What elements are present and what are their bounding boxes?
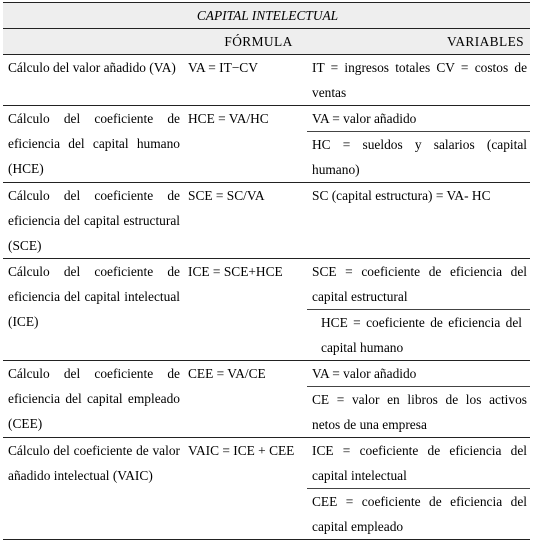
table-title-row <box>3 3 530 29</box>
formula-cell: VA = IT−CV <box>183 55 307 106</box>
table-row <box>3 361 530 387</box>
formula-cell: SCE = SC/VA <box>183 183 307 259</box>
table-row <box>3 106 530 132</box>
calculation-cell: Cálculo del coeficiente de eficiencia del capital intelectual (ICE) <box>3 259 183 361</box>
header-formula: FÓRMULA <box>183 29 307 55</box>
calculation-cell: Cálculo del valor añadido (VA) <box>3 55 183 106</box>
variables-cell: SCE = coeficiente de eficiencia del capital estructural <box>307 259 530 310</box>
table-title: CAPITAL INTELECTUAL <box>3 3 530 29</box>
calculation-cell: Cálculo del coeficiente de eficiencia del capital estructural (SCE) <box>3 183 183 259</box>
formula-cell: VAIC = ICE + CEE <box>183 438 307 540</box>
calculation-cell: Cálculo del coeficiente de valor añadido intelectual (VAIC) <box>3 438 183 540</box>
calculation-cell: Cálculo del coeficiente de eficiencia del capital humano (HCE) <box>3 106 183 183</box>
formula-cell: HCE = VA/HC <box>183 106 307 183</box>
variables-cell: SC (capital estructura) = VA- HC <box>307 183 530 259</box>
variables-cell: CEE = coeficiente de eficiencia del capital empleado <box>307 489 530 540</box>
variables-cell: IT = ingresos totales CV = costos de ventas <box>307 55 530 106</box>
variables-cell: CE = valor en libros de los activos netos de una empresa <box>307 387 530 438</box>
table-header-row <box>3 29 530 55</box>
formula-cell: CEE = VA/CE <box>183 361 307 438</box>
header-calculation <box>3 29 183 55</box>
variables-cell: VA = valor añadido <box>307 106 530 132</box>
variables-cell: HC = sueldos y salarios (capital humano) <box>307 132 530 183</box>
table-row <box>3 438 530 489</box>
table-row <box>3 55 530 106</box>
formula-cell: ICE = SCE+HCE <box>183 259 307 361</box>
variables-cell: VA = valor añadido <box>307 361 530 387</box>
table-row <box>3 259 530 310</box>
variables-cell: ICE = coeficiente de eficiencia del capital intelectual <box>307 438 530 489</box>
table-row <box>3 183 530 259</box>
capital-intelectual-table <box>3 2 530 540</box>
calculation-cell: Cálculo del coeficiente de eficiencia del capital empleado (CEE) <box>3 361 183 438</box>
variables-cell: HCE = coeficiente de eficiencia del capital humano <box>307 310 530 361</box>
header-variables: VARIABLES <box>307 29 530 55</box>
